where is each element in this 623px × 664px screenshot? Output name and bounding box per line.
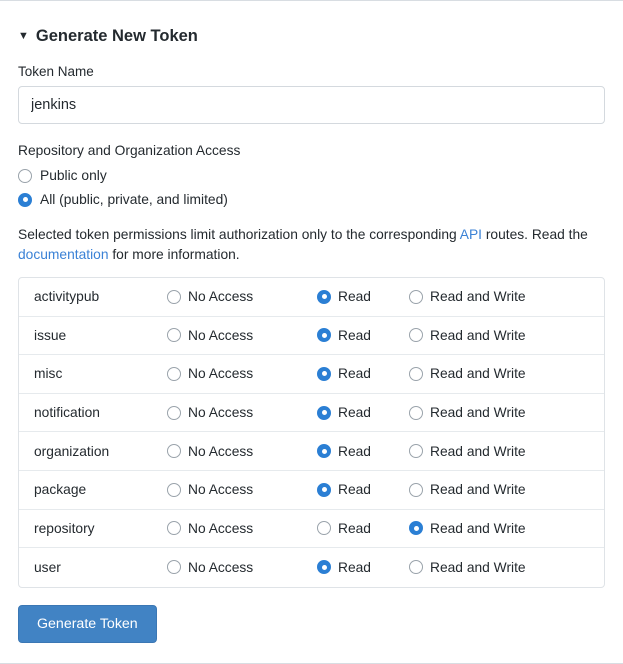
- radio-read-icon[interactable]: [317, 521, 331, 535]
- radio-package-no-access[interactable]: [167, 482, 317, 497]
- radio-user-read[interactable]: [317, 560, 409, 575]
- radio-read-write-icon[interactable]: [409, 406, 423, 420]
- table-row: [19, 317, 604, 356]
- radio-issue-read-and-write[interactable]: [409, 328, 579, 343]
- permissions-table: [18, 277, 605, 588]
- radio-activitypub-read-and-write[interactable]: [409, 289, 579, 304]
- radio-no-access-label: No Access: [188, 289, 254, 305]
- radio-read-icon[interactable]: [317, 560, 331, 574]
- radio-read-write-icon[interactable]: [409, 560, 423, 574]
- radio-read-label: Read: [338, 327, 371, 343]
- radio-read-write-label: Read and Write: [430, 520, 526, 536]
- table-row: [19, 548, 604, 587]
- permission-scope-label: activitypub: [34, 289, 100, 305]
- radio-read-icon[interactable]: [317, 328, 331, 342]
- radio-read-icon[interactable]: [317, 406, 331, 420]
- radio-organization-read-and-write[interactable]: [409, 444, 579, 459]
- radio-read-write-icon[interactable]: [409, 328, 423, 342]
- radio-repository-no-access[interactable]: [167, 521, 317, 536]
- radio-read-label: Read: [338, 405, 371, 421]
- permission-scope-label: organization: [34, 443, 110, 459]
- radio-no-access-icon[interactable]: [167, 367, 181, 381]
- table-row: [19, 510, 604, 549]
- help-text-part1: Selected token permissions limit authorization only to the corresponding: [18, 227, 460, 242]
- permission-scope-label: user: [34, 559, 61, 575]
- table-row: [19, 355, 604, 394]
- radio-user-no-access[interactable]: [167, 560, 317, 575]
- radio-no-access-icon[interactable]: [167, 406, 181, 420]
- radio-no-access-label: No Access: [188, 482, 254, 498]
- radio-activitypub-no-access[interactable]: [167, 289, 317, 304]
- radio-read-label: Read: [338, 520, 371, 536]
- radio-public-only-icon[interactable]: [18, 169, 32, 183]
- radio-read-write-label: Read and Write: [430, 327, 526, 343]
- radio-package-read[interactable]: [317, 482, 409, 497]
- radio-read-write-icon[interactable]: [409, 521, 423, 535]
- radio-no-access-icon[interactable]: [167, 328, 181, 342]
- radio-read-icon[interactable]: [317, 444, 331, 458]
- radio-no-access-label: No Access: [188, 559, 254, 575]
- radio-read-write-label: Read and Write: [430, 405, 526, 421]
- radio-public-only-label: Public only: [40, 168, 107, 183]
- table-row: [19, 471, 604, 510]
- repository-organization-access-label: Repository and Organization Access: [18, 143, 241, 158]
- radio-repository-read[interactable]: [317, 521, 409, 536]
- radio-all-access-label: All (public, private, and limited): [40, 192, 228, 207]
- radio-no-access-label: No Access: [188, 405, 254, 421]
- radio-read-icon[interactable]: [317, 367, 331, 381]
- radio-read-label: Read: [338, 289, 371, 305]
- help-text-part2: routes. Read the: [482, 227, 588, 242]
- radio-read-write-label: Read and Write: [430, 366, 526, 382]
- token-name-input[interactable]: [18, 86, 605, 124]
- permission-scope-label: notification: [34, 405, 100, 421]
- table-row: [19, 432, 604, 471]
- help-text-part3: for more information.: [108, 247, 240, 262]
- permissions-help-text: [18, 225, 598, 265]
- radio-organization-no-access[interactable]: [167, 444, 317, 459]
- radio-read-write-label: Read and Write: [430, 482, 526, 498]
- radio-read-label: Read: [338, 559, 371, 575]
- section-header-generate-new-token[interactable]: [18, 27, 605, 46]
- radio-no-access-icon[interactable]: [167, 521, 181, 535]
- radio-notification-no-access[interactable]: [167, 405, 317, 420]
- radio-notification-read-and-write[interactable]: [409, 405, 579, 420]
- radio-no-access-icon[interactable]: [167, 483, 181, 497]
- radio-no-access-icon[interactable]: [167, 290, 181, 304]
- radio-package-read-and-write[interactable]: [409, 482, 579, 497]
- radio-public-only[interactable]: [18, 168, 605, 183]
- radio-issue-no-access[interactable]: [167, 328, 317, 343]
- permission-scope-label: issue: [34, 327, 67, 343]
- token-name-label: Token Name: [18, 64, 94, 79]
- table-row: [19, 278, 604, 317]
- radio-read-write-label: Read and Write: [430, 443, 526, 459]
- permission-scope-label: misc: [34, 366, 63, 382]
- radio-read-write-icon[interactable]: [409, 290, 423, 304]
- radio-read-label: Read: [338, 482, 371, 498]
- radio-no-access-label: No Access: [188, 366, 254, 382]
- radio-no-access-label: No Access: [188, 520, 254, 536]
- caret-down-icon[interactable]: ▼: [18, 30, 29, 42]
- radio-read-icon[interactable]: [317, 483, 331, 497]
- permission-scope-label: package: [34, 482, 87, 498]
- radio-read-write-icon[interactable]: [409, 483, 423, 497]
- radio-read-write-icon[interactable]: [409, 367, 423, 381]
- documentation-link[interactable]: documentation: [18, 247, 109, 262]
- api-link[interactable]: API: [459, 227, 482, 242]
- radio-read-label: Read: [338, 366, 371, 382]
- permission-scope-label: repository: [34, 520, 95, 536]
- radio-no-access-icon[interactable]: [167, 444, 181, 458]
- radio-read-icon[interactable]: [317, 290, 331, 304]
- radio-no-access-icon[interactable]: [167, 560, 181, 574]
- radio-read-write-icon[interactable]: [409, 444, 423, 458]
- radio-no-access-label: No Access: [188, 327, 254, 343]
- radio-misc-no-access[interactable]: [167, 366, 317, 381]
- radio-no-access-label: No Access: [188, 443, 254, 459]
- radio-read-label: Read: [338, 443, 371, 459]
- radio-misc-read-and-write[interactable]: [409, 366, 579, 381]
- radio-read-write-label: Read and Write: [430, 289, 526, 305]
- radio-misc-read[interactable]: [317, 366, 409, 381]
- radio-organization-read[interactable]: [317, 444, 409, 459]
- radio-user-read-and-write[interactable]: [409, 560, 579, 575]
- generate-token-button[interactable]: Generate Token: [18, 605, 157, 643]
- radio-read-write-label: Read and Write: [430, 559, 526, 575]
- table-row: [19, 394, 604, 433]
- radio-notification-read[interactable]: [317, 405, 409, 420]
- radio-all-access-icon[interactable]: [18, 193, 32, 207]
- radio-issue-read[interactable]: [317, 328, 409, 343]
- section-title-label: Generate New Token: [35, 27, 198, 45]
- radio-all-access[interactable]: [18, 192, 605, 207]
- radio-activitypub-read[interactable]: [317, 289, 409, 304]
- radio-repository-read-and-write[interactable]: [409, 521, 579, 536]
